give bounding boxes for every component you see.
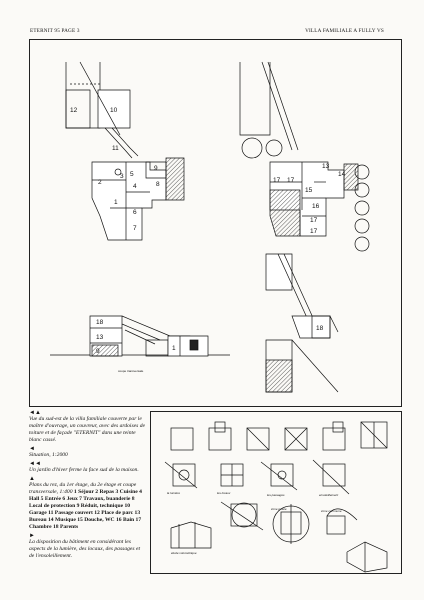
- sketch-label-volumetrique: étude volumétrique: [171, 551, 197, 555]
- label-10: 10: [110, 107, 118, 114]
- label-g-3: 3: [120, 173, 124, 180]
- label-f-14: 14: [338, 171, 346, 178]
- sketch-frame: [150, 411, 402, 574]
- sketch-label-lumiere: la lumière: [167, 491, 181, 495]
- sketches-drawing: [151, 412, 403, 575]
- sketch-label-ensoleillement: ensoleillement: [319, 493, 339, 497]
- caption-p3: Un jardin d'hiver ferme la face sud de la maison.: [29, 467, 139, 473]
- caption-p2: Situation, 1:2000: [29, 452, 68, 458]
- label-11: 11: [112, 145, 119, 152]
- label-g-6: 6: [133, 209, 137, 216]
- label-f-15: 15: [305, 187, 313, 194]
- sketch-label-passages: les passages: [267, 493, 285, 497]
- label-f-17c: 17: [310, 217, 318, 224]
- label-12: 12: [70, 107, 78, 114]
- caption-p1: Vue du sud-est de la villa familiale couverte par le maître d'ouvrage, un couvreur, avec des ardoises de toiture et de façade "ETERNIT" dans une teinte blanc cassé.: [29, 416, 145, 443]
- label-g-9: 9: [154, 165, 158, 172]
- label-s-1: 1: [172, 345, 176, 352]
- label-g-7: 7: [133, 225, 137, 232]
- label-2nd-18: 18: [316, 325, 324, 332]
- label-g-5: 5: [130, 171, 134, 178]
- caption-mark-4: ▲: [29, 476, 35, 482]
- label-s-13: 13: [96, 334, 104, 341]
- plans-drawing: [30, 40, 403, 408]
- caption-p5: La disposition du bâtiment en considérant les aspects de la lumière, des locaux, des passages et de l'ensoleillement.: [29, 539, 141, 559]
- header-left: ETERNIT 95 PAGE 3: [30, 28, 80, 34]
- caption-p4-legend: 1 Séjour 2 Repas 3 Cuisine 4 Hall 5 Entrée 6 Jeux 7 Travaux, buanderie 8 Local de protection 9 Réduit, technique 10 Garage 11 Passage couvert 12 Place de parc 13 Bureau 14 Musique 15 Douche, WC 16 Bain 17 Chambre 18 Parents: [29, 489, 142, 530]
- label-g-8: 8: [156, 181, 160, 188]
- plans-frame: [29, 39, 402, 407]
- label-g-2: 2: [98, 179, 102, 186]
- caption-block: [29, 410, 145, 562]
- section-caption: coupe transversale: [118, 369, 144, 373]
- sketch-label-prive: zone privée: [271, 507, 287, 511]
- caption-mark-5: ►: [29, 533, 35, 539]
- label-f-17b: 17: [287, 177, 295, 184]
- label-f-13: 13: [322, 163, 330, 170]
- caption-mark-3: ◄◄: [29, 461, 41, 467]
- label-f-16: 16: [312, 203, 320, 210]
- header-right: VILLA FAMILIALE A FULLY VS: [305, 28, 384, 34]
- label-g-4: 4: [133, 183, 137, 190]
- label-f-17a: 17: [273, 177, 281, 184]
- caption-mark-1: ◄▲: [29, 410, 41, 416]
- label-g-1: 1: [114, 199, 118, 206]
- sketch-label-commune: zone commune: [321, 509, 342, 513]
- caption-p4-intro: Plans du rez, du 1er étage, du 2e étage et coupe transversale, 1:400: [29, 482, 137, 495]
- label-f-17d: 17: [310, 228, 318, 235]
- caption-mark-2: ◄: [29, 446, 35, 452]
- label-s-18: 18: [96, 319, 104, 326]
- label-s-9: 9: [96, 348, 100, 355]
- sketch-label-locaux: les locaux: [217, 491, 231, 495]
